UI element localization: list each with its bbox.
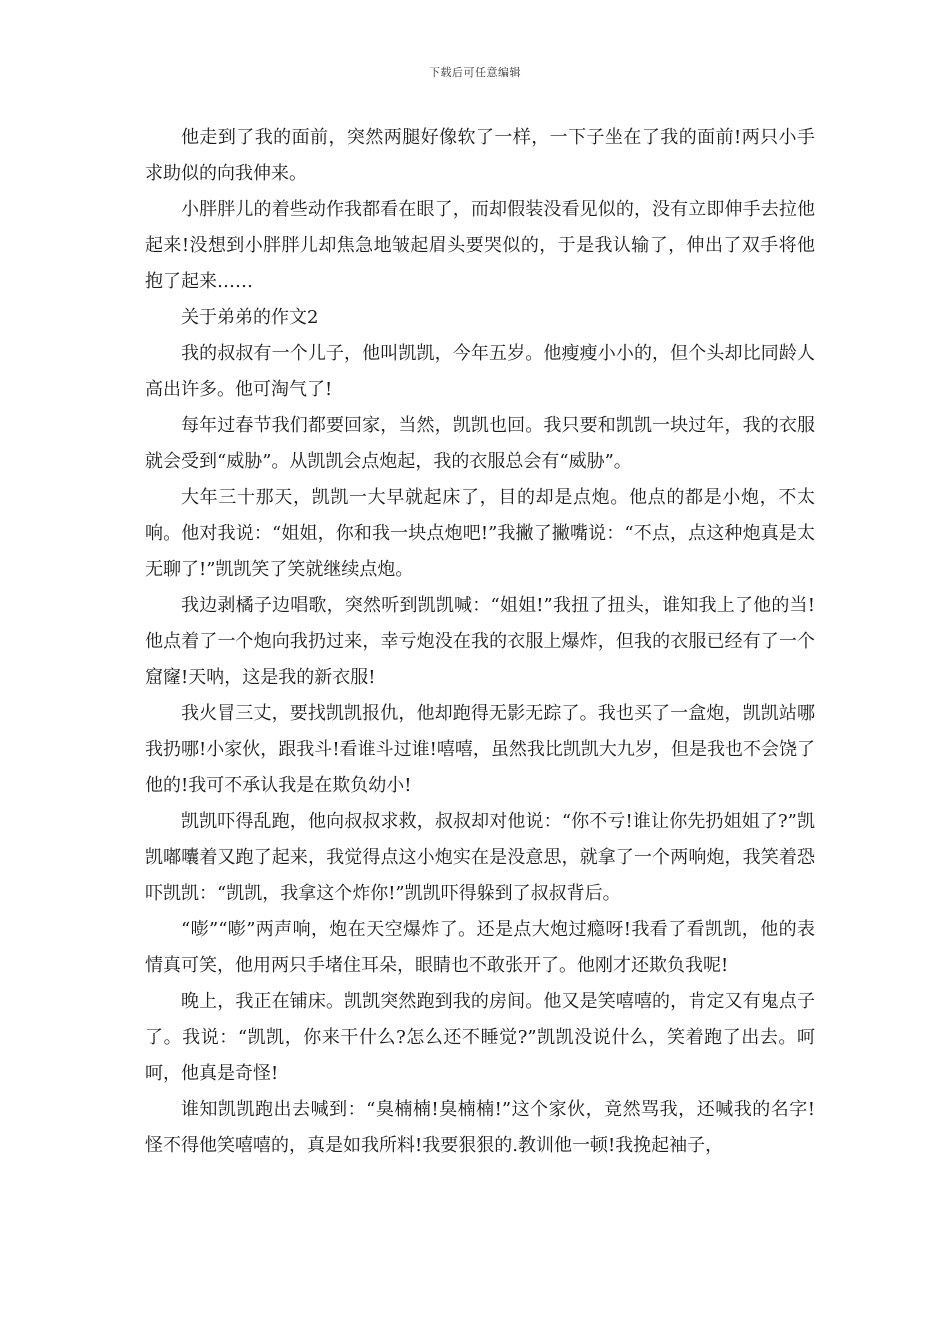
- paragraph: 大年三十那天，凯凯一大早就起床了，目的却是点炮。他点的都是小炮，不太响。他对我说：“姐姐，你和我一块点炮吧!”我撇了撇嘴说：“不点，点这种炮真是太无聊了!”凯凯笑了笑就继续点炮。: [145, 487, 815, 580]
- page-header-note: 下载后可任意编辑: [429, 66, 521, 79]
- paragraph: 凯凯吓得乱跑，他向叔叔求救，叔叔却对他说：“你不亏!谁让你先扔姐姐了?”凯凯嘟囔着又跑了起来，我觉得点这小炮实在是没意思，就拿了一个两响炮，我笑着恐吓凯凯：“凯凯，我拿这个炸你!”凯凯吓得躲到了叔叔背后。: [145, 811, 815, 904]
- paragraph: 小胖胖儿的着些动作我都看在眼了，而却假装没看见似的，没有立即伸手去拉他起来!没想到小胖胖儿却焦急地皱起眉头要哭似的，于是我认输了，伸出了双手将他抱了起来……: [145, 199, 815, 292]
- paragraph: 他走到了我的面前，突然两腿好像软了一样，一下子坐在了我的面前!两只小手求助似的向我伸来。: [145, 127, 815, 184]
- paragraph: 我的叔叔有一个儿子，他叫凯凯，今年五岁。他瘦瘦小小的，但个头却比同龄人高出许多。他可淘气了!: [145, 343, 815, 400]
- section-title: 关于弟弟的作文2: [181, 307, 319, 328]
- paragraph: “嘭”“嘭”两声响，炮在天空爆炸了。还是点大炮过瘾呀!我看了看凯凯，他的表情真可笑，他用两只手堵住耳朵，眼睛也不敢张开了。他刚才还欺负我呢!: [145, 919, 815, 976]
- paragraph: 我火冒三丈，要找凯凯报仇，他却跑得无影无踪了。我也买了一盒炮，凯凯站哪我扔哪!小家伙，跟我斗!看谁斗过谁!嘻嘻，虽然我比凯凯大九岁，但是我也不会饶了他的!我可不承认我是在欺负幼小!: [145, 703, 815, 796]
- paragraph: 晚上，我正在铺床。凯凯突然跑到我的房间。他又是笑嘻嘻的，肯定又有鬼点子了。我说：“凯凯，你来干什么?怎么还不睡觉?”凯凯没说什么，笑着跑了出去。呵呵，他真是奇怪!: [145, 991, 815, 1084]
- article-body: [145, 120, 815, 1164]
- paragraph: 我边剥橘子边唱歌，突然听到凯凯喊：“姐姐!”我扭了扭头，谁知我上了他的当!他点着了一个炮向我扔过来，幸亏炮没在我的衣服上爆炸，但我的衣服已经有了一个窟窿!天呐，这是我的新衣服!: [145, 595, 815, 688]
- paragraph: 每年过春节我们都要回家，当然，凯凯也回。我只要和凯凯一块过年，我的衣服就会受到“威胁”。从凯凯会点炮起，我的衣服总会有“威胁”。: [145, 415, 815, 472]
- paragraph: 谁知凯凯跑出去喊到：“臭楠楠!臭楠楠!”这个家伙，竟然骂我，还喊我的名字!怪不得他笑嘻嘻的，真是如我所料!我要狠狠的.教训他一顿!我挽起袖子，: [145, 1099, 815, 1156]
